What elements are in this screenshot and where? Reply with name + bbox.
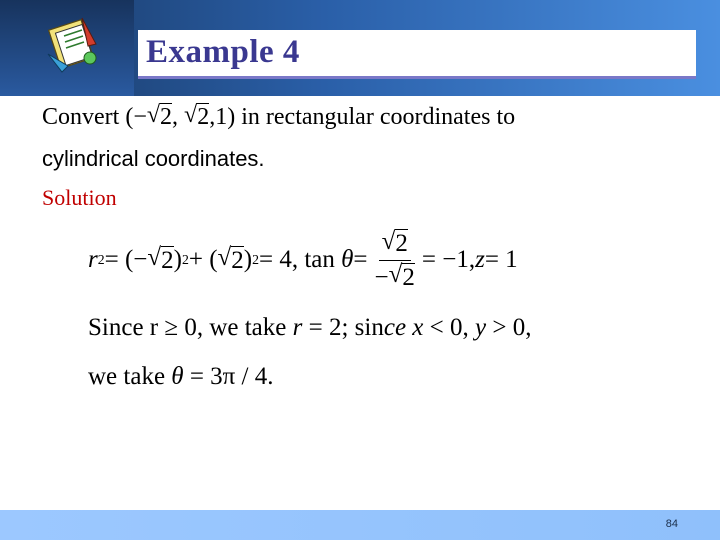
since-line (88, 314, 531, 342)
sqrt-radicand: 2 (402, 263, 415, 291)
minus-sign: − (374, 263, 389, 291)
text-segment: = 3π / 4. (183, 363, 274, 390)
eq-part: = (− (104, 246, 148, 273)
var-r: r (88, 246, 98, 273)
var-x: ce x (383, 314, 424, 341)
var-theta: θ (341, 246, 354, 273)
convert-word: Convert (42, 104, 126, 130)
footer-bar (0, 510, 720, 540)
eq-part: = 4, tan (258, 246, 335, 273)
sqrt-radicand: 2 (160, 104, 173, 130)
problem-line-2: cylindrical coordinates. (42, 146, 265, 171)
text-segment: Since r ≥ 0, we take (88, 314, 293, 341)
fraction-numerator (379, 229, 411, 261)
equation-line: r 2 = (− √ 2 ) 2 + ( √ 2 ) 2 = 4, tan θ = √ $\frac{2}{-√ 2}$ = −1, z = 1 (88, 229, 518, 291)
sqrt-radicand: 2 (197, 104, 210, 130)
take-line (88, 363, 274, 391)
fraction-denominator (372, 261, 418, 292)
text-segment: we take (88, 363, 172, 390)
text-segment: < 0, (423, 314, 476, 341)
text-segment: = 2; sin (302, 314, 384, 341)
page-number: 84 (665, 518, 678, 530)
var-theta: θ (171, 363, 184, 390)
sqrt-symbol (147, 103, 172, 131)
text-segment: > 0, (486, 314, 532, 341)
sqrt-radicand: 2 (231, 246, 244, 274)
title-underline (138, 76, 696, 79)
fraction (372, 229, 418, 291)
sqrt-radicand: 2 (161, 246, 174, 274)
sqrt-symbol (382, 229, 408, 258)
logo-icon (38, 14, 108, 76)
solution-heading: Solution (42, 185, 117, 210)
var-y: y (475, 314, 487, 341)
sqrt-symbol (184, 103, 209, 131)
page-title: Example 4 (146, 34, 300, 70)
var-r: r (292, 314, 303, 341)
eq-part: = (353, 246, 368, 273)
eq-part: ) (243, 246, 253, 273)
sqrt-symbol (218, 246, 244, 275)
point-tail: ,1) in rectangular coordinates to (209, 104, 516, 130)
eq-part: = 1 (484, 246, 518, 273)
problem-line-1 (42, 103, 515, 131)
sqrt-radicand: 2 (395, 230, 408, 257)
sqrt-symbol (147, 246, 173, 275)
point-open: (− (125, 104, 147, 130)
eq-part: + ( (188, 246, 218, 273)
sqrt-symbol (389, 263, 415, 292)
point-comma: , (172, 104, 185, 130)
eq-part: ) (173, 246, 182, 273)
eq-part: = −1, (421, 246, 476, 273)
var-z: z (475, 246, 485, 273)
